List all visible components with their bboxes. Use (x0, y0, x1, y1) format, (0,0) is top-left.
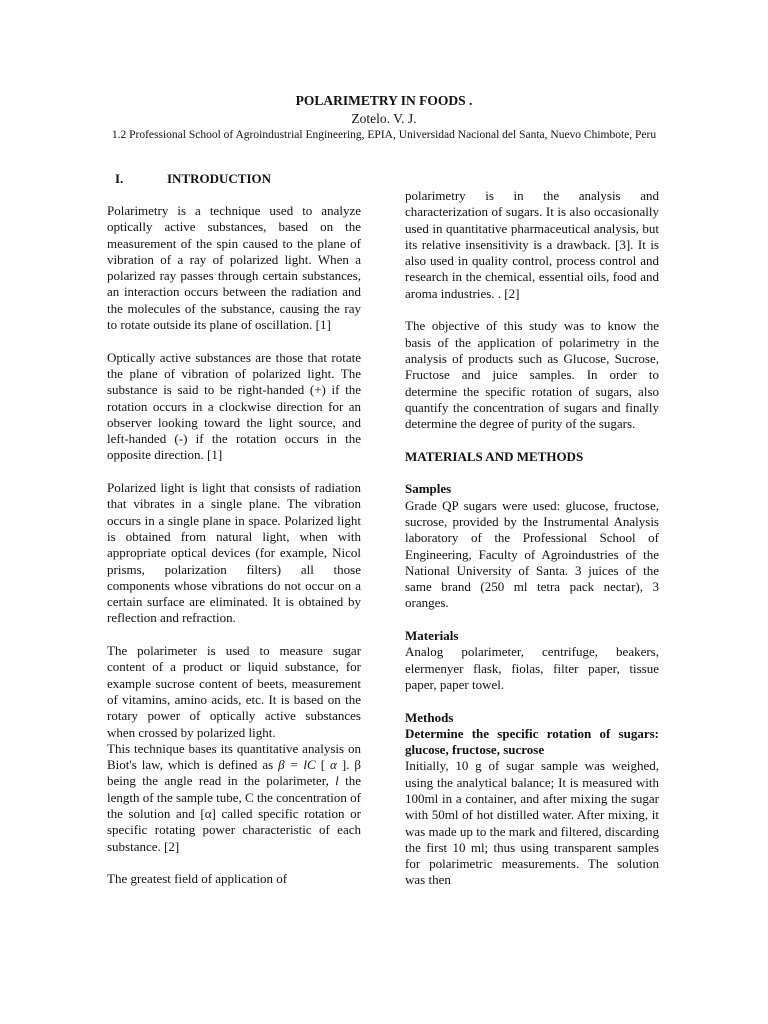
biot-law-text-d: the length of the sample tube, C the concentration of the solution and [α] called specific rotation or specific rotating power characteristic of each substance. [2] (107, 773, 362, 854)
biot-law-text-a: This technique bases its quantitative analysis on Biot's law, which is defined as (107, 740, 361, 773)
intro-paragraph-1: Polarimetry is a technique used to analyze optically active substances, based on the measurement of the spin caused to the plane of vibration of a ray of polarized light. When a polarized ray passes through certain substances, an interaction occurs between the radiation and the molecules of the substance, causing the ray to rotate outside its plane of oscillation. [1] (107, 203, 361, 333)
materials-heading: Materials (405, 628, 459, 644)
length-symbol: l (335, 773, 339, 789)
objective-paragraph: The objective of this study was to know the basis of the application of polarimetry in the analysis of products such as Glucose, Sucrose, Fructose and juice samples. In order to determine the specific rotation of sugars, also quantify the concentration of sugars and finally determine the degree of purity of the sugars. (405, 318, 659, 432)
biot-law-text-c: ]. β being the angle read in the polarimeter, (107, 757, 362, 789)
right-column (405, 188, 659, 889)
biot-law-formula: β = lC (278, 757, 316, 773)
intro-paragraph-3: Polarized light is light that consists of radiation that vibrates in a single plane. The vibration occurs in a single plane in space. Polarized light is obtained from natural light, when with appropriate optical devices (for example, Nicol prisms, polarization filters) all those components whose vibrations do not occur on a certain surface are eliminated. It is obtained by reflection and refraction. (107, 480, 361, 626)
author-affiliation: 1.2 Professional School of Agroindustrial Engineering, EPIA, Universidad Nacional del Santa, Nuevo Chimbote, Peru (111, 129, 657, 141)
paper-title: POLARIMETRY IN FOODS . (295, 93, 473, 108)
methods-subheading: Determine the specific rotation of sugars: glucose, fructose, sucrose (405, 725, 659, 758)
intro-paragraph-2: Optically active substances are those that rotate the plane of vibration of polarized light. The substance is said to be right-handed (+) if the rotation occurs in a clockwise direction for an observer looking toward the light source, and left-handed (-) if the rotation occurs in the opposite direction. [1] (107, 349, 361, 463)
intro-paragraph-4: The polarimeter is used to measure sugar content of a product or liquid substance, for example sucrose content of beets, measurement of vitamins, amino acids, etc. It is based on the rotary power of optically active substances when crossed by polarized light. (107, 643, 361, 740)
intro-paragraph-5 (107, 741, 361, 855)
samples-heading: Samples (405, 481, 452, 497)
section-number: I. (115, 171, 124, 186)
author-name: Zotelo. V. J. (351, 111, 417, 126)
intro-paragraph-6: The greatest field of application of (107, 871, 288, 887)
samples-paragraph: Grade QP sugars were used: glucose, fructose, sucrose, provided by the Instrumental Analysis laboratory of the Professional School of Engineering, Faculty of Agroindustries of the National University of Santa. 3 juices of the same brand (250 ml tetra pack nectar), 3 oranges. (405, 497, 659, 611)
biot-law-text-b: [ (320, 757, 326, 773)
methods-heading: Methods (405, 709, 454, 725)
alpha-symbol: α (330, 757, 337, 773)
materials-methods-heading: MATERIALS AND METHODS (405, 448, 584, 464)
section-title: INTRODUCTION (167, 171, 272, 186)
left-column (107, 170, 361, 887)
intro-continued-paragraph: polarimetry is in the analysis and characterization of sugars. It is also occasionally used in quantitative pharmaceutical analysis, but its relative insensitivity is a drawback. [3]. It is also used in quality control, process control and research in the chemical, essential oils, food and aroma industries. . [2] (405, 188, 659, 301)
paper-header (60, 92, 708, 143)
methods-paragraph: Initially, 10 g of sugar sample was weighed, using the analytical balance; It is measured with 100ml in a container, and after mixing the sugar with 50ml of hot distilled water. After mixing, it was made up to the mark and filtered, discarding the first 10 ml; thus using transparent samples for polarimetric measurements. The solution was then (405, 758, 659, 888)
section-heading-introduction (107, 170, 361, 188)
materials-paragraph: Analog polarimeter, centrifuge, beakers, elermenyer flask, fiolas, filter paper, tissue paper, paper towel. (405, 644, 659, 692)
